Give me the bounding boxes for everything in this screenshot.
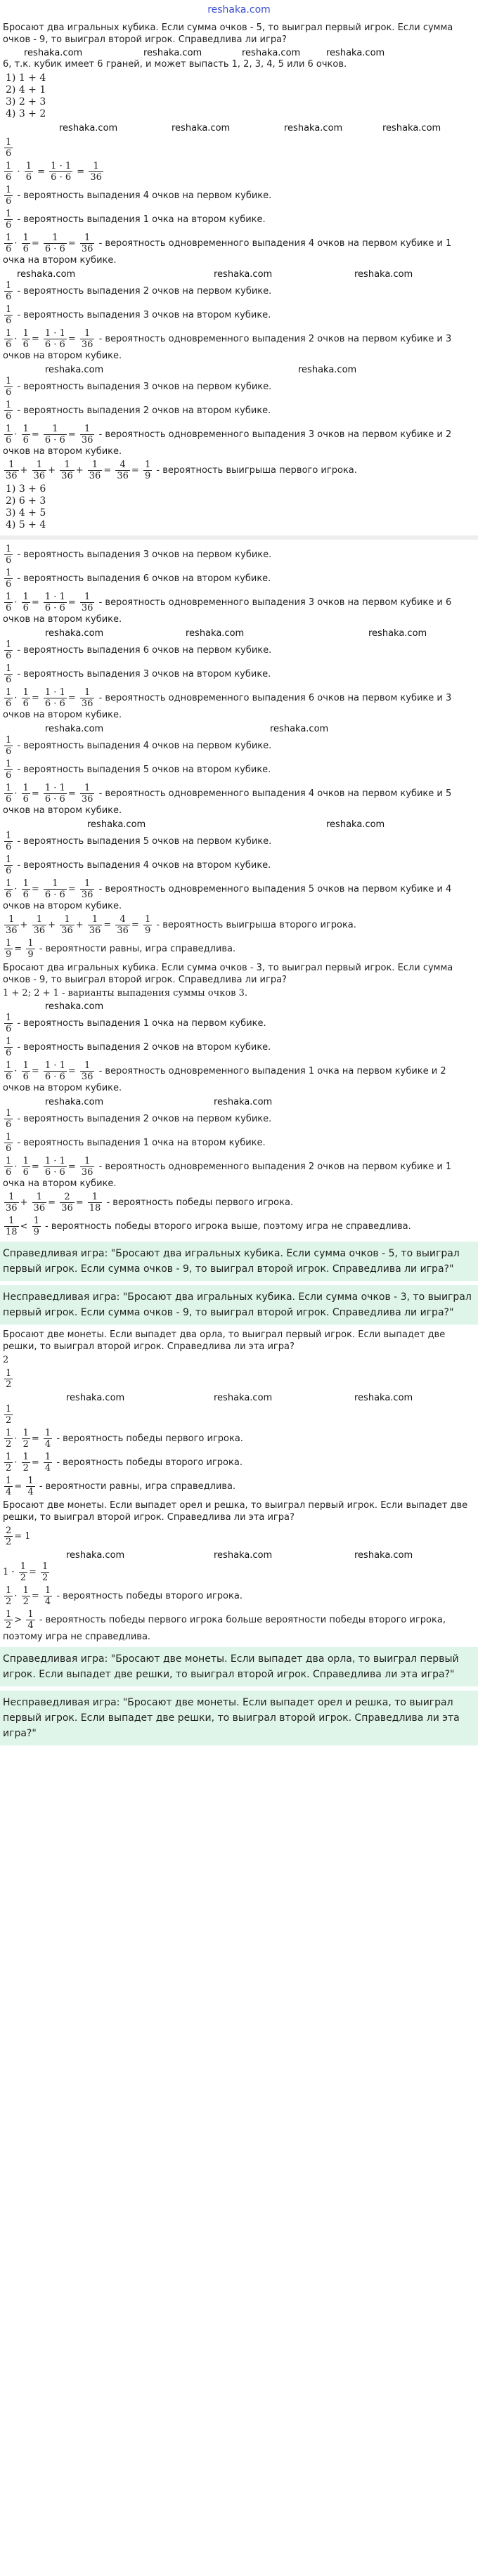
step-text: - вероятность выпадения 2 очков на втором кубике.: [17, 405, 271, 416]
step-text: - вероятность победы второго игрока.: [56, 1591, 243, 1601]
prob-row: [3, 137, 475, 159]
watermark: reshaka.com: [214, 1097, 273, 1107]
step-text: - вероятность победы первого игрока.: [106, 1197, 294, 1208]
variant-item: 2) 4 + 1: [6, 84, 46, 96]
watermark: reshaka.com: [17, 269, 76, 280]
task-4-question: Бросают две монеты. Если выпадет орел и решка, то выиграл первый игрок. Если выпадет две решки, то выиграл второй игрок. Справедлива ли эта игра?: [3, 1500, 468, 1523]
prob-row: $\frac{1}{6}$ · $\frac{1}{6}$ = $\frac{1 \cdot 1}{6 \cdot 6}$ = $\frac{1}{36}$: [6, 161, 102, 183]
watermark: reshaka.com: [59, 123, 118, 134]
step-text: - вероятность выпадения 2 очков на первом кубике.: [17, 1114, 272, 1124]
watermark: reshaka.com: [326, 48, 385, 58]
step-text: - вероятность победы первого игрока больше вероятности победы второго игрока, поэтому игра не справедлива.: [3, 1615, 446, 1642]
task-2-variants: 1 + 2; 2 + 1 - варианты выпадения суммы очков 3.: [3, 988, 248, 998]
step-text: - вероятность выпадения 6 очков на втором кубике.: [17, 573, 271, 584]
unfair-game-text: Несправедливая игра: "Бросают два игральных кубика. Если сумма очков - 3, то выиграл первый игрок. Если сумма очков - 9, то выиграл второй игрок. Справедлива ли игра?": [3, 1292, 472, 1318]
task-2-question: Бросают два игральных кубика. Если сумма очков - 3, то выиграл первый игрок. Если сумма очков - 9, то выиграл второй игрок. Справедлива ли игра?: [3, 963, 453, 985]
variant-item: 4) 5 + 4: [6, 519, 46, 531]
prob-row: [3, 209, 475, 230]
prob-row: $\frac{1}{6}$ · $\frac{1}{6}$ = $\frac{1}{6 \cdot 6}$ = $\frac{1}{36}$ - вероятность одновременного выпадения 3 очков на первом кубике и 2 очков на втором кубике.: [3, 424, 452, 457]
prob-row: $\frac{1}{6}$ - вероятность выпадения 3 очков на первом кубике.: [6, 376, 272, 398]
variant-item: 1) 3 + 6: [6, 483, 46, 495]
variant-item: 4) 3 + 2: [6, 108, 46, 119]
variant-item: 2) 6 + 3: [6, 495, 46, 507]
step-text: - вероятность выигрыша первого игрока.: [156, 465, 357, 476]
watermark: reshaka.com: [45, 628, 104, 639]
watermark: reshaka.com: [45, 1097, 104, 1107]
prob-row: $\frac{1}{6}$ · $\frac{1}{6}$ = $\frac{1 \cdot 1}{6 \cdot 6}$ = $\frac{1}{36}$ - вероятность одновременного выпадения 2 очков на первом кубике и 3 очков на втором кубике.: [3, 328, 452, 361]
watermark: reshaka.com: [242, 48, 301, 58]
watermark: reshaka.com: [45, 365, 104, 375]
prob-row: 1 · $\frac{1}{2}$ = $\frac{1}{2}$: [3, 1561, 49, 1583]
prob-row: $\frac{1}{6}$ - вероятность выпадения 2 очков на первом кубике.: [6, 280, 272, 302]
watermark: reshaka.com: [45, 1001, 104, 1012]
watermark-row: [3, 122, 475, 135]
step-text: - вероятность одновременного выпадения 4 очков на первом кубике и 1 очка на втором кубике.: [3, 238, 452, 266]
watermark: reshaka.com: [214, 1393, 273, 1403]
compare-row: $\frac{1}{2}$ > $\frac{1}{4}$ - вероятность победы первого игрока больше вероятности победы второго игрока, поэтому игра не справедлива.: [3, 1609, 446, 1642]
variant-item: 1) 1 + 4: [6, 72, 46, 84]
step-text: - вероятность одновременного выпадения 2 очков на первом кубике и 1 очка на втором кубике.: [3, 1162, 452, 1189]
watermark: reshaka.com: [270, 724, 329, 734]
step-text: - вероятность победы первого игрока.: [56, 1433, 243, 1444]
step-text: - вероятность выпадения 4 очков на первом кубике.: [17, 741, 272, 751]
task-1: [3, 22, 475, 531]
sum-row: $\frac{1}{36}$ + $\frac{1}{36}$ = $\frac{2}{36}$ = $\frac{1}{18}$ - вероятность победы первого игрока.: [6, 1192, 294, 1214]
step-text: - вероятность одновременного выпадения 3 очков на первом кубике и 6 очков на втором кубике.: [3, 597, 452, 625]
unfair-game-callout: [0, 1285, 478, 1325]
watermark: reshaka.com: [354, 1550, 413, 1561]
prob-row: $\frac{1}{6}$ - вероятность выпадения 3 очков на втором кубике.: [6, 304, 271, 326]
step-text: - вероятность одновременного выпадения 3 очков на первом кубике и 2 очков на втором кубике.: [3, 429, 452, 457]
unfair-coin-text: Несправедливая игра: "Бросают две монеты. Если выпадет орел и решка, то выиграл первый игрок. Если выпадет две решки, то выиграл второй игрок. Справедлива ли эта игра?": [3, 1697, 460, 1739]
step-text: - вероятность выпадения 1 очка на первом кубике.: [17, 1018, 266, 1029]
step-text: - вероятность выпадения 2 очков на втором кубике.: [17, 1042, 271, 1053]
watermark: reshaka.com: [214, 1550, 273, 1561]
step-text: - вероятность выпадения 4 очков на втором кубике.: [17, 860, 271, 871]
step-text: - вероятность выпадения 3 очков на втором кубике.: [17, 310, 271, 320]
step-text: - вероятность выпадения 5 очков на первом кубике.: [17, 836, 272, 847]
watermark: reshaka.com: [382, 123, 441, 134]
fraction: $\frac{1}{6}$: [6, 161, 12, 183]
step-text: - вероятность одновременного выпадения 5 очков на первом кубике и 4 очков на втором кубике.: [3, 884, 452, 911]
variants-list: [6, 483, 475, 531]
prob-row: $\frac{1}{2}$ · $\frac{1}{2}$ = $\frac{1}{4}$ - вероятность победы второго игрока.: [6, 1585, 243, 1607]
fair-game-callout: [0, 1242, 478, 1281]
compare-row: $\frac{1}{4}$ = $\frac{1}{4}$ - вероятности равны, игра справедлива.: [6, 1476, 236, 1497]
fraction: $\frac{1}{6}$: [25, 161, 32, 183]
task-3-question: Бросают две монеты. Если выпадет два орла, то выиграл первый игрок. Если выпадет две решки, то выиграл второй игрок. Справедлива ли эта игра?: [3, 1329, 446, 1352]
compare-row: $\frac{1}{9}$ = $\frac{1}{9}$ - вероятности равны, игра справедлива.: [6, 938, 236, 960]
step-text: - вероятность выпадения 2 очков на первом кубике.: [17, 286, 272, 297]
watermark: reshaka.com: [186, 628, 245, 639]
step-text: - вероятности равны, игра справедлива.: [39, 1481, 236, 1492]
prob-row: [3, 185, 475, 207]
watermark: reshaka.com: [66, 1550, 125, 1561]
task-2: Бросают два игральных кубика. Если сумма очков - 3, то выиграл первый игрок. Если сумма очков - 9, то выиграл второй игрок. Справедлива ли игра? 1 + 2; 2 + 1 - варианты выпадения суммы очков 3. reshaka.com $\frac{1}{6}$ - вероятность выпадения 1 очка на первом кубике. $\frac{1}{6}$ - вероятность выпадения 2 очков на втором кубике. $\frac{1}{6}$ · $\frac{1}{6}$ = $\frac{1 \cdot 1}{6 \cdot 6}$ = $\frac{1}{36}$ - вероятность одновременного выпадения 1 очка на первом кубике и 2 очков на втором кубике. reshaka.com reshaka.com $\frac{1}{6}$ - вероятность выпадения 2 очков на первом кубике. $\frac{1}{6}$ - вероятность выпадения 1 очка на втором кубике. $\frac{1}{6}$ · $\frac{1}{6}$ = $\frac{1 \cdot 1}{6 \cdot 6}$ = $\frac{1}{36}$ - вероятность одновременного выпадения 2 очков на первом кубике и 1 очка на втором кубике. $\frac{1}{36}$ + $\frac{1}{36}$ = $\frac{2}{36}$ = $\frac{1}{18}$ - вероятность победы первого игрока. $\frac{1}{18}$ < $\frac{1}{9}$ - вероятность победы второго игрока выше, поэтому игра не справедлива.: [3, 962, 475, 1237]
site-title[interactable]: reshaka.com: [207, 4, 271, 15]
step-text: - вероятность выпадения 3 очков на первом кубике.: [17, 382, 272, 392]
variants-list: [6, 72, 475, 120]
step-text: - вероятность выпадения 1 очка на втором кубике.: [17, 1138, 266, 1148]
watermark: reshaka.com: [298, 365, 357, 375]
divider: [0, 535, 478, 540]
fair-coin-callout: [0, 1647, 478, 1686]
variant-item: 3) 2 + 3: [6, 96, 46, 108]
fraction: $\frac{1}{6}$: [6, 185, 12, 207]
task-3-two: 2: [3, 1355, 9, 1365]
watermark-row: [3, 268, 475, 278]
fair-coin-text: Справедливая игра: "Бросают две монеты. Если выпадет два орла, то выиграл первый игрок. Если выпадет две решки, то выиграл второй игрок. Справедлива ли эта игра?": [3, 1653, 459, 1680]
unfair-coin-callout: [0, 1691, 478, 1745]
watermark: reshaka.com: [45, 724, 104, 734]
watermark: reshaka.com: [143, 48, 202, 58]
watermark: reshaka.com: [354, 1393, 413, 1403]
task-1-part-2: $\frac{1}{6}$ - вероятность выпадения 3 очков на первом кубике. $\frac{1}{6}$ - вероятность выпадения 6 очков на втором кубике. $\frac{1}{6}$ · $\frac{1}{6}$ = $\frac{1 \cdot 1}{6 \cdot 6}$ = $\frac{1}{36}$ - вероятность одновременного выпадения 3 очков на первом кубике и 6 очков на втором кубике. reshaka.com reshaka.com reshaka.com $\frac{1}{6}$ - вероятность выпадения 6 очков на первом кубике. $\frac{1}{6}$ - вероятность выпадения 3 очков на втором кубике. $\frac{1}{6}$ · $\frac{1}{6}$ = $\frac{1 \cdot 1}{6 \cdot 6}$ = $\frac{1}{36}$ - вероятность одновременного выпадения 6 очков на первом кубике и 3 очков на втором кубике. reshaka.com reshaka.com $\frac{1}{6}$ - вероятность выпадения 4 очков на первом кубике. $\frac{1}{6}$ - вероятность выпадения 5 очков на втором кубике. $\frac{1}{6}$ · $\frac{1}{6}$ = $\frac{1 \cdot 1}{6 \cdot 6}$ = $\frac{1}{36}$ - вероятность одновременного выпадения 4 очков на первом кубике и 5 очков на втором кубике. reshaka.com reshaka.com $\frac{1}{6}$ - вероятность выпадения 5 очков на первом кубике. $\frac{1}{6}$ - вероятность выпадения 4 очков на втором кубике. $\frac{1}{6}$ · $\frac{1}{6}$ = $\frac{1}{6 \cdot 6}$ = $\frac{1}{36}$ - вероятность одновременного выпадения 5 очков на первом кубике и 4 очков на втором кубике. $\frac{1}{36}$ + $\frac{1}{36}$ + $\frac{1}{36}$ + $\frac{1}{36}$ = $\frac{4}{36}$ = $\frac{1}{9}$ - вероятность выигрыша второго игрока. $\frac{1}{9}$ = $\frac{1}{9}$ - вероятности равны, игра справедлива.: [3, 544, 475, 960]
task-4: Бросают две монеты. Если выпадет орел и решка, то выиграл первый игрок. Если выпадет две решки, то выиграл второй игрок. Справедлива ли эта игра? $\frac{2}{2}$ = 1 reshaka.com reshaka.com reshaka.com 1 · $\frac{1}{2}$ = $\frac{1}{2}$ $\frac{1}{2}$ · $\frac{1}{2}$ = $\frac{1}{4}$ - вероятность победы второго игрока. $\frac{1}{2}$ > $\frac{1}{4}$ - вероятность победы первого игрока больше вероятности победы второго игрока, поэтому игра не справедлива.: [3, 1500, 475, 1643]
watermark-row: [3, 47, 475, 57]
step-text: - вероятность выигрыша второго игрока.: [156, 920, 356, 930]
fraction: $\frac{1 \cdot 1}{6 \cdot 6}$: [51, 161, 72, 183]
watermark: reshaka.com: [368, 628, 427, 639]
prob-row: $\frac{1}{2}$ · $\frac{1}{2}$ = $\frac{1}{4}$ - вероятность победы первого игрока.: [6, 1428, 243, 1450]
fraction: $\frac{1}{6}$: [6, 209, 12, 230]
watermark: reshaka.com: [214, 269, 273, 280]
watermark: reshaka.com: [326, 819, 385, 830]
step-text: - вероятность выпадения 5 очков на втором кубике.: [17, 765, 271, 775]
fraction: $\frac{1}{36}$: [90, 161, 102, 183]
step-text: - вероятность выпадения 6 очков на первом кубике.: [17, 645, 272, 656]
fair-game-text: Справедливая игра: "Бросают два игральных кубика. Если сумма очков - 5, то выиграл первый игрок. Если сумма очков - 9, то выиграл второй игрок. Справедлива ли игра?": [3, 1248, 460, 1275]
sum-row: $\frac{1}{36}$ + $\frac{1}{36}$ + $\frac{1}{36}$ + $\frac{1}{36}$ = $\frac{4}{36}$ = $\frac{1}{9}$ - вероятность выигрыша второго игрока.: [6, 914, 356, 936]
step-text: - вероятности равны, игра справедлива.: [39, 944, 236, 954]
prob-row: $\frac{1}{2}$ · $\frac{1}{2}$ = $\frac{1}{4}$ - вероятность победы второго игрока.: [6, 1452, 243, 1474]
watermark-row: [3, 364, 475, 374]
step-text: - вероятность одновременного выпадения 4 очков на первом кубике и 5 очков на втором кубике.: [3, 788, 452, 816]
step-text: - вероятность выпадения 3 очков на втором кубике.: [17, 669, 271, 679]
step-text: - вероятность одновременного выпадения 2 очков на первом кубике и 3 очков на втором кубике.: [3, 334, 452, 361]
variant-item: 3) 4 + 5: [6, 507, 46, 519]
task-1-question: Бросают два игральных кубика. Если сумма очков - 5, то выиграл первый игрок. Если сумма очков - 9, то выиграл второй игрок. Справедлива ли игра?: [3, 22, 453, 45]
task-1-intro: 6, т.к. кубик имеет 6 граней, и может выпасть 1, 2, 3, 4, 5 или 6 очков.: [3, 59, 347, 70]
watermark: reshaka.com: [172, 123, 231, 134]
step-text: - вероятность выпадения 4 очков на первом кубике.: [17, 190, 272, 201]
watermark: reshaka.com: [24, 48, 83, 58]
compare-row: $\frac{1}{18}$ < $\frac{1}{9}$ - вероятность победы второго игрока выше, поэтому игра не справедлива.: [6, 1216, 411, 1237]
watermark: reshaka.com: [284, 123, 343, 134]
step-text: - вероятность одновременного выпадения 1 очка на первом кубике и 2 очков на втором кубике.: [3, 1066, 446, 1093]
step-text: - вероятность одновременного выпадения 6 очков на первом кубике и 3 очков на втором кубике.: [3, 693, 452, 720]
sum-row: $\frac{1}{36}$ + $\frac{1}{36}$ + $\frac{1}{36}$ + $\frac{1}{36}$ = $\frac{4}{36}$ = $\frac{1}{9}$ - вероятность выигрыша первого игрока.: [6, 460, 357, 481]
watermark: reshaka.com: [66, 1393, 125, 1403]
step-text: - вероятность выпадения 3 очков на первом кубике.: [17, 549, 272, 560]
watermark: reshaka.com: [354, 269, 413, 280]
step-text: - вероятность победы второго игрока выше, поэтому игра не справедлива.: [45, 1221, 411, 1232]
step-text: - вероятность выпадения 1 очка на втором кубике.: [17, 214, 266, 225]
prob-row: $\frac{1}{6}$ - вероятность выпадения 2 очков на втором кубике.: [6, 400, 271, 422]
step-text: - вероятность победы второго игрока.: [56, 1457, 243, 1468]
prob-row: $\frac{1}{6}$ · $\frac{1}{6}$ = $\frac{1}{6 \cdot 6}$ = $\frac{1}{36}$ - вероятность одновременного выпадения 4 очков на первом кубике и 1 очка на втором кубике.: [3, 233, 452, 266]
task-3: Бросают две монеты. Если выпадет два орла, то выиграл первый игрок. Если выпадет две решки, то выиграл второй игрок. Справедлива ли эта игра? 2 $\frac{1}{2}$ reshaka.com reshaka.com reshaka.com $\frac{1}{2}$ $\frac{1}{2}$ · $\frac{1}{2}$ = $\frac{1}{4}$ - вероятность победы первого игрока. $\frac{1}{2}$ · $\frac{1}{2}$ = $\frac{1}{4}$ - вероятность победы второго игрока. $\frac{1}{4}$ = $\frac{1}{4}$ - вероятности равны, игра справедлива.: [3, 1329, 475, 1497]
fraction-one-sixth: $\frac{1}{6}$: [6, 137, 12, 159]
watermark: reshaka.com: [87, 819, 146, 830]
